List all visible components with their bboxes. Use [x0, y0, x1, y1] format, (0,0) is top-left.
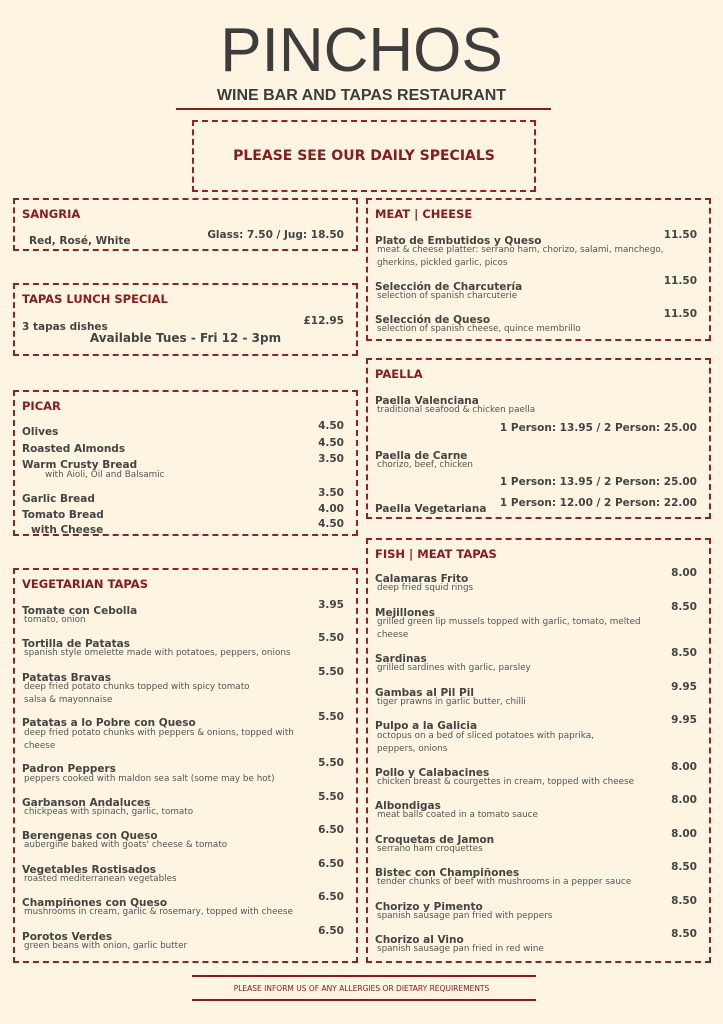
item-description: meat & cheese platter: serrano ham, chorizo, salami, manchego, [377, 245, 664, 255]
item-price: 8.50 [671, 928, 697, 940]
item-name: Paella Vegetariana [375, 503, 487, 515]
item-description: chorizo, beef, chicken [377, 460, 474, 470]
daily-specials-notice: PLEASE SEE OUR DAILY SPECIALS [233, 148, 495, 164]
section-lunch-special [13, 283, 358, 356]
item-name: Garlic Bread [22, 493, 95, 505]
item-price: 5.50 [318, 757, 344, 769]
item-price: 8.00 [671, 794, 697, 806]
item-name: Bistec con Champiñones [375, 867, 520, 879]
daily-specials-box [192, 120, 536, 192]
item-name: 3 tapas dishes [22, 321, 108, 333]
item-price: 11.50 [663, 275, 697, 287]
item-name: Olives [22, 426, 59, 438]
item-price: 4.50 [318, 420, 344, 432]
item-description: tomato, onion [24, 615, 86, 625]
footer-divider-top [192, 975, 536, 977]
availability-note: Available Tues - Fri 12 - 3pm [89, 331, 282, 345]
item-name: Tomato Bread [22, 509, 104, 521]
item-name: Albondigas [375, 800, 441, 812]
item-description: roasted mediterranean vegetables [24, 874, 177, 884]
section-title: SANGRIA [22, 207, 81, 221]
item-price: 3.95 [318, 599, 344, 611]
item-name: Patatas a lo Pobre con Queso [22, 717, 196, 729]
item-price: 8.50 [671, 895, 697, 907]
item-price: 8.50 [671, 601, 697, 613]
section-fish-meat [366, 538, 711, 963]
menu-item [29, 229, 344, 248]
item-name: Pollo y Calabacines [375, 767, 490, 779]
item-price: Glass: 7.50 / Jug: 18.50 [207, 229, 344, 241]
item-name: Chorizo al Vino [375, 934, 464, 946]
item-description: traditional seafood & chicken paella [377, 405, 536, 415]
item-name: Porotos Verdes [22, 931, 113, 943]
item-name: Croquetas de Jamon [375, 834, 495, 846]
section-title: VEGETARIAN TAPAS [22, 577, 148, 591]
item-price: 9.95 [671, 714, 697, 726]
item-price: 8.00 [671, 567, 697, 579]
item-description: mushrooms in cream, garlic & rosemary, topped with cheese [24, 907, 293, 917]
item-name: Berengenas con Queso [22, 830, 158, 842]
item-name: Patatas Bravas [22, 672, 112, 684]
item-description: tiger prawns in garlic butter, chilli [377, 697, 526, 707]
item-name: Chorizo y Pimento [375, 901, 483, 913]
header-divider [176, 108, 551, 110]
section-title: PICAR [22, 399, 61, 413]
item-name: Garbanson Andaluces [22, 797, 151, 809]
item-name: Paella Valenciana [375, 395, 479, 407]
item-name: Warm Crusty Bread [22, 459, 138, 471]
item-description: green beans with onion, garlic butter [24, 941, 188, 951]
item-price: 4.00 [318, 503, 344, 515]
restaurant-tagline: WINE BAR AND TAPAS RESTAURANT [216, 87, 507, 104]
allergy-notice: PLEASE INFORM US OF ANY ALLERGIES OR DIETARY REQUIREMENTS [233, 984, 490, 993]
item-description: cheese [377, 630, 409, 640]
section-title: FISH | MEAT TAPAS [375, 547, 497, 561]
item-price: 6.50 [318, 891, 344, 903]
section-vegetarian [13, 568, 358, 963]
item-price: 4.50 [318, 437, 344, 449]
item-description: aubergine baked with goats' cheese & tomato [24, 840, 228, 850]
item-description: deep fried potato chunks topped with spicy tomato [24, 682, 250, 692]
item-name: Padron Peppers [22, 763, 116, 775]
item-price: 1 Person: 13.95 / 2 Person: 25.00 [499, 422, 697, 434]
item-description: spanish sausage pan fried in red wine [377, 944, 544, 954]
item-name: Vegetables Rostisados [22, 864, 157, 876]
item-name: Selección de Charcutería [375, 281, 523, 293]
item-price: 6.50 [318, 925, 344, 937]
item-price: 11.50 [663, 308, 697, 320]
item-price: 5.50 [318, 632, 344, 644]
item-description: chickpeas with spinach, garlic, tomato [24, 807, 194, 817]
item-name: Mejillones [375, 607, 436, 619]
item-name: Tomate con Cebolla [22, 605, 138, 617]
item-description: chicken breast & courgettes in cream, topped with cheese [377, 777, 635, 787]
item-description: tender chunks of beef with mushrooms in a pepper sauce [377, 877, 632, 887]
menu-item [375, 497, 697, 516]
item-name: Calamaras Frito [375, 573, 469, 585]
section-title: TAPAS LUNCH SPECIAL [22, 292, 168, 306]
footer-divider-bottom [192, 999, 536, 1001]
item-description: cheese [24, 741, 56, 751]
item-name: Tortilla de Patatas [22, 638, 130, 650]
item-name: Gambas al Pil Pil [375, 687, 474, 699]
item-name: with Cheese [31, 524, 104, 536]
item-description: serrano ham croquettes [377, 844, 483, 854]
item-price: 8.00 [671, 828, 697, 840]
item-description: octopus on a bed of sliced potatoes with paprika, [377, 731, 594, 741]
item-description: grilled sardines with garlic, parsley [377, 663, 531, 673]
item-description: with Aioli, Oil and Balsamic [45, 470, 165, 480]
item-name: Plato de Embutidos y Queso [375, 235, 542, 247]
menu-item [22, 518, 344, 537]
section-paella [366, 358, 711, 519]
item-price: 1 Person: 13.95 / 2 Person: 25.00 [499, 476, 697, 488]
item-name: Paella de Carne [375, 450, 468, 462]
item-description: spanish sausage pan fried with peppers [377, 911, 553, 921]
item-price: 5.50 [318, 791, 344, 803]
item-price: 5.50 [318, 666, 344, 678]
item-price: 3.50 [318, 487, 344, 499]
item-price: 3.50 [318, 453, 344, 465]
section-sangria [13, 198, 358, 251]
item-name: Red, Rosé, White [29, 235, 131, 247]
item-description: deep fried squid rings [377, 583, 474, 593]
section-picar [13, 390, 358, 536]
item-description: selection of spanish cheese, quince membrillo [377, 324, 581, 334]
item-price: 8.50 [671, 861, 697, 873]
item-name: Sardinas [375, 653, 427, 665]
item-description: grilled green lip mussels topped with garlic, tomato, melted [377, 617, 641, 627]
item-description: salsa & mayonnaise [24, 695, 113, 705]
item-price: 9.95 [671, 681, 697, 693]
item-description: meat balls coated in a tomato sauce [377, 810, 538, 820]
section-title: PAELLA [375, 367, 423, 381]
item-name: Champiñones con Queso [22, 897, 168, 909]
item-price: £12.95 [303, 315, 344, 327]
item-name: Roasted Almonds [22, 443, 126, 455]
restaurant-name: PINCHOS [220, 16, 503, 85]
item-name: Selección de Queso [375, 314, 491, 326]
item-price: 5.50 [318, 711, 344, 723]
item-price: 6.50 [318, 858, 344, 870]
item-price: 6.50 [318, 824, 344, 836]
section-title: MEAT | CHEESE [375, 207, 473, 221]
item-name: Pulpo a la Galicia [375, 720, 478, 732]
item-description: peppers cooked with maldon sea salt (some may be hot) [24, 774, 275, 784]
item-description: deep fried potato chunks with peppers & onions, topped with [24, 728, 294, 738]
item-price: 8.50 [671, 647, 697, 659]
item-price: 8.00 [671, 761, 697, 773]
item-description: peppers, onions [377, 744, 448, 754]
item-description: gherkins, pickled garlic, picos [377, 258, 508, 268]
item-price: 4.50 [318, 518, 344, 530]
item-price: 1 Person: 12.00 / 2 Person: 22.00 [499, 497, 697, 509]
item-description: selection of spanish charcuterie [377, 291, 518, 301]
item-price: 11.50 [663, 229, 697, 241]
item-description: spanish style omelette made with potatoes, peppers, onions [24, 648, 291, 658]
section-meat-cheese [366, 198, 711, 341]
